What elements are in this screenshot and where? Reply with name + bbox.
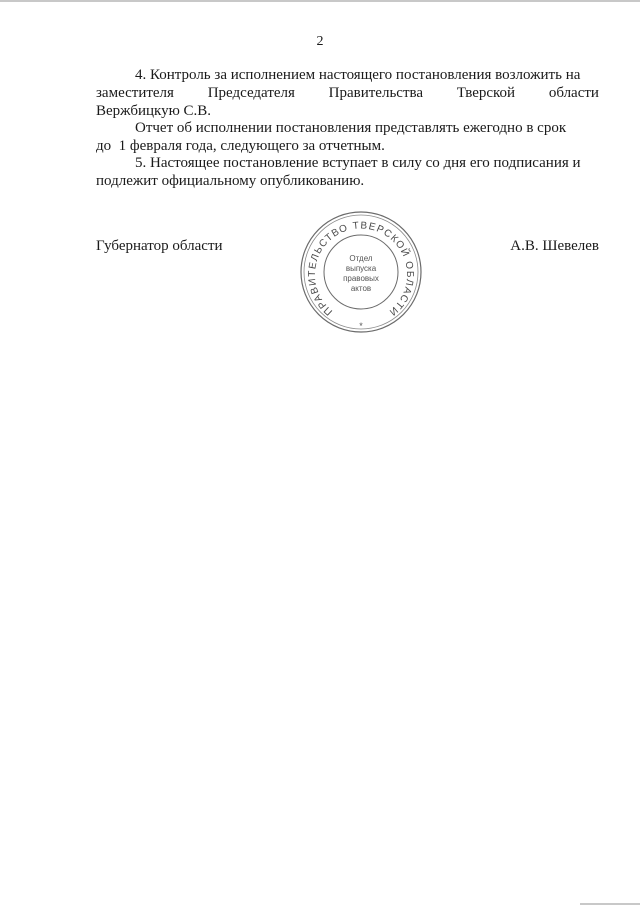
word-oblasti: области	[548, 85, 599, 101]
report-paragraph-line-1: Отчет об исполнении постановления представлять ежегодно в срок	[135, 120, 567, 136]
word-zamestitelya: заместителя	[96, 85, 174, 101]
report-paragraph-line-2: до 1 февраля года, следующего за отчетным.	[96, 138, 385, 154]
paragraph-4-line-1: 4. Контроль за исполнением настоящего постановления возложить на	[135, 67, 581, 83]
paragraph-5	[96, 154, 599, 190]
official-seal	[296, 207, 426, 337]
seal-center-line-2: выпуска	[345, 264, 377, 273]
word-pravitelstva: Правительства	[328, 85, 424, 101]
paragraph-4-line-3: Вержбицкую С.В.	[96, 103, 212, 119]
report-paragraph	[96, 119, 599, 155]
signature-title: Губернатор области	[96, 238, 223, 254]
signature-name: А.В. Шевелев	[510, 238, 599, 254]
seal-center-line-4: актов	[350, 284, 372, 293]
paragraph-4-line-2	[96, 84, 599, 102]
seal-star-icon: *	[359, 321, 363, 331]
page-number: 2	[316, 34, 324, 49]
paragraph-5-line-1: 5. Настоящее постановление вступает в силу со дня его подписания и	[135, 155, 581, 171]
word-tverskoy: Тверской	[456, 85, 516, 101]
top-rule	[0, 0, 640, 2]
seal-ring-text: ПРАВИТЕЛЬСТВО ТВЕРСКОЙ ОБЛАСТИ	[306, 220, 416, 318]
word-predsedatelya: Председателя	[207, 85, 295, 101]
paragraph-5-line-2: подлежит официальному опубликованию.	[96, 173, 365, 189]
paragraph-4	[96, 66, 599, 120]
seal-center-line-1: Отдел	[349, 254, 373, 263]
seal-center-line-3: правовых	[343, 274, 379, 283]
